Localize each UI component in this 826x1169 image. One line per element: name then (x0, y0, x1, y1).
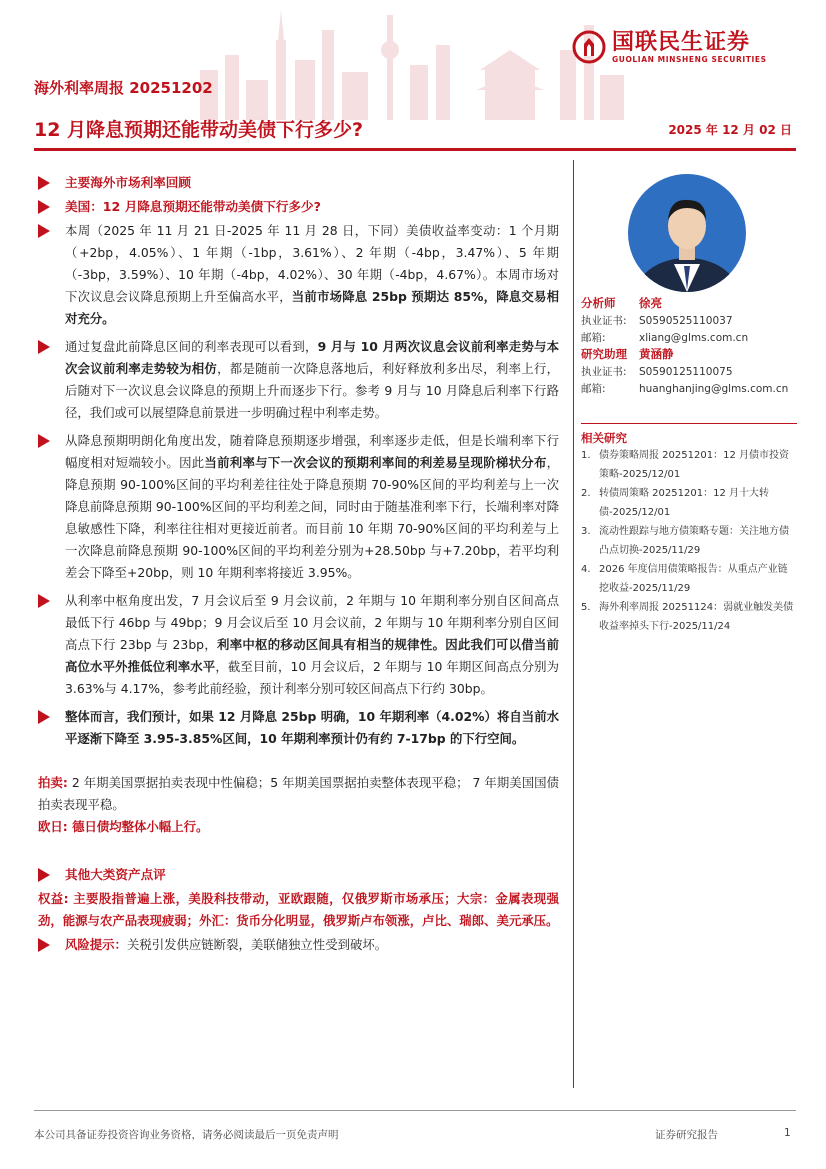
paragraph-expectation: 从降息预期明朗化角度出发，随着降息预期逐步增强，利率逐步走低，但是长端利率下行幅度相对短端较小。因此当前利率与下一次会议的预期利率间的利差易呈现阶梯状分布，降息预期 90-100%区间的平均利差往往处于降息预期 70-90%区间的平均利差与上一次降息前降息预期 90-100%区间的平均利差之间，同时由于随基准利率下行，长端利率对降息敏感性下降，利率往往相对更接近前者。而目前 10 年期 70-90%区间的平均利差与上一次降息前降息预期 90-100%区间的平均利差分别为+28.50bp 与+7.20bp，若平均利差会下降至+20bp，则 10 年期利率将接近 3.95%。 (38, 430, 559, 584)
report-date: 2025 年 12 月 02 日 (668, 123, 792, 137)
analyst-avatar (628, 174, 746, 292)
paragraph-review: 通过复盘此前降息区间的利率表现可以看到，9 月与 10 月两次议息会议前利率走势与本次会议前利率走势较为相仿，都是随前一次降息落地后，利好释放利多出尽，利率上行，后随对下一次议息会议降息的预期上升而逐步下行。参考 9 月与 10 月降息后利率下行路径，我们或可以展望降息前景进一步明确过程中利率走势。 (38, 336, 559, 424)
related-research-list (581, 447, 797, 637)
bullet-arrow-icon (38, 594, 50, 608)
main-content (38, 172, 559, 958)
related-item-number: 5. (581, 602, 591, 613)
analyst-cert-row: 执业证书: S0590525110037 (581, 315, 733, 327)
bullet-arrow-icon (38, 938, 50, 952)
related-item-number: 3. (581, 526, 591, 537)
brand-logo (572, 30, 767, 64)
related-divider (581, 423, 797, 424)
related-research-item[interactable] (581, 447, 797, 484)
footer-disclaimer: 本公司具备证券投资咨询业务资格，请务必阅读最后一页免责声明 (34, 1129, 339, 1141)
analyst-role-row: 分析师 徐亮 (581, 296, 662, 310)
related-item-number: 2. (581, 488, 591, 499)
report-series: 海外利率周报 20251202 (34, 79, 213, 97)
page-number: 1 (784, 1127, 791, 1139)
related-item-number: 4. (581, 564, 591, 575)
brand-name-cn: 国联民生证券 (612, 29, 751, 55)
subsection-heading: 美国：12 月降息预期还能带动美债下行多少? (38, 196, 559, 218)
paragraph-auction: 拍卖: 2 年期美国票据拍卖表现中性偏稳；5 年期美国票据拍卖整体表现平稳； 7 年期美国国债拍卖表现平稳。 (38, 775, 560, 812)
report-title: 12 月降息预期还能带动美债下行多少? (34, 119, 364, 141)
bullet-arrow-icon (38, 868, 50, 882)
related-item-number: 1. (581, 450, 591, 461)
paragraph-equity: 权益: 主要股指普遍上涨，美股科技带动，亚欧跟随，仅俄罗斯市场承压；大宗：金属表现强劲，能源与农产品表现疲弱；外汇：货币分化明显，俄罗斯卢布领涨，卢比、瑞郎、美元承压。 (38, 891, 559, 928)
related-research-item[interactable] (581, 599, 797, 636)
column-divider (573, 160, 574, 1088)
bullet-arrow-icon (38, 340, 50, 354)
bullet-arrow-icon (38, 434, 50, 448)
related-item-text: 2026 年度信用债策略报告：从重点产业链挖收益-2025/11/29 (599, 564, 788, 594)
assistant-email-row: 邮箱: huanghanjing@glms.com.cn (581, 383, 789, 395)
brand-name-en: GUOLIAN MINSHENG SECURITIES (612, 54, 767, 64)
related-item-text: 债券策略周报 20251201：12 月债市投资策略-2025/12/01 (599, 450, 789, 480)
footer-divider (34, 1110, 796, 1111)
header-divider (34, 148, 796, 151)
analyst-email-row: 邮箱: xliang@glms.com.cn (581, 332, 749, 344)
footer-report-type: 证券研究报告 (655, 1129, 718, 1141)
related-item-text: 海外利率周报 20251124：弱就业触发美债收益率掉头下行-2025/11/24 (599, 602, 794, 632)
related-research-item[interactable] (581, 561, 797, 598)
logo-flame-icon (572, 30, 606, 64)
related-item-text: 转债周策略 20251201：12 月十大转债-2025/12/01 (599, 488, 769, 518)
bullet-arrow-icon (38, 224, 50, 238)
bullet-arrow-icon (38, 176, 50, 190)
related-research-title: 相关研究 (581, 431, 627, 445)
assistant-role-row: 研究助理 黄涵静 (581, 347, 674, 361)
section-heading: 主要海外市场利率回顾 (38, 172, 559, 194)
paragraph-rate-center: 从利率中枢角度出发，7 月会议后至 9 月会议前，2 年期与 10 年期利率分别自区间高点最低下行 46bp 与 49bp；9 月会议后至 10 月会议前，2 年期与 10 年期利率分别自区间高点下行 23bp 与 23bp，利率中枢的移动区间具有相当的规律性。因此我们可以借当前高位水平外推低位利率水平，截至目前，10 月会议后，2 年期与 10 年期区间高点分别为 3.63%与 4.17%，参考此前经验，预计利率分别可较区间高点下行约 30bp。 (38, 590, 559, 700)
paragraph-conclusion: 整体而言，我们预计，如果 12 月降息 25bp 明确，10 年期利率（4.02%）将自当前水平逐渐下降至 3.95-3.85%区间，10 年期利率预计仍有约 7-17bp 的下行空间。 (38, 706, 559, 750)
section-heading-other-assets: 其他大类资产点评 (38, 864, 559, 886)
bullet-arrow-icon (38, 710, 50, 724)
paragraph-yield-changes: 本周（2025 年 11 月 21 日-2025 年 11 月 28 日，下同）美债收益率变动：1 个月期（+2bp，4.05%）、1 年期（-1bp，3.61%）、2 年期（-4bp，3.47%）、5 年期（-3bp，3.59%）、10 年期（-4bp，4.02%）、30 年期（-4bp，4.67%）。本周市场对下次议息会议降息预期上升至偏高水平，当前市场降息 25bp 预期达 85%，降息交易相对充分。 (38, 220, 559, 330)
paragraph-eu-japan: 欧日: 德日债均整体小幅上行。 (38, 819, 209, 834)
related-research-item[interactable] (581, 523, 797, 560)
paragraph-risk: 风险提示：关税引发供应链断裂，美联储独立性受到破坏。 (38, 934, 559, 956)
related-research-item[interactable] (581, 485, 797, 522)
related-item-text: 流动性跟踪与地方债策略专题：关注地方债凸点切换-2025/11/29 (599, 526, 789, 556)
assistant-cert-row: 执业证书: S0590125110075 (581, 366, 733, 378)
bullet-arrow-icon (38, 200, 50, 214)
